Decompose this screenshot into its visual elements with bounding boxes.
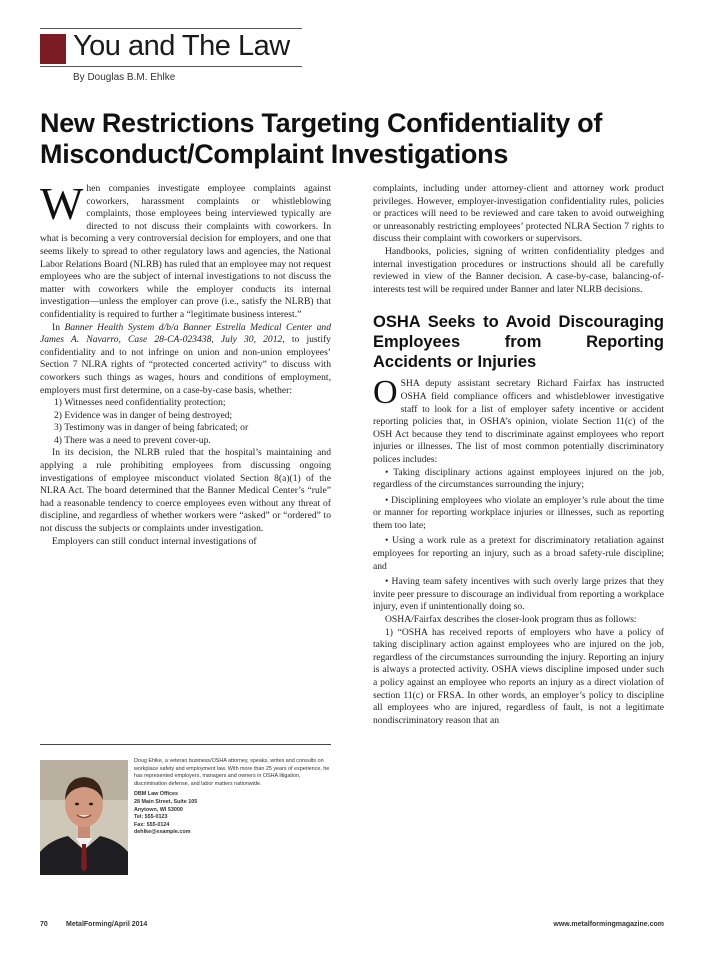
column-title: You and The Law — [73, 30, 290, 62]
case-paragraph-lead: In — [52, 321, 65, 333]
bullet-item: • Taking disciplinary actions against employees injured on the job, regardless of the circumstances surrounding the injury; — [373, 466, 664, 491]
author-bio-text: Doug Ehlke, a veteran business/OSHA attorney, speaks, writes and consults on workplace safety and employment law. With more than 25 years of experience, he has represented employers, managers and owners in OSHA litigation, discrimination defense, and labor matters nationwide. — [134, 758, 330, 787]
bullet-item: • Disciplining employees who violate an employer’s rule about the time or manner for reporting workplace injuries or illnesses, such as reporting them too late; — [373, 494, 664, 531]
byline: By Douglas B.M. Ehlke — [73, 72, 176, 83]
closer-look-paragraph: OSHA/Fairfax describes the closer-look program thus as follows: — [385, 614, 637, 626]
criteria-list — [40, 397, 331, 447]
author-photo — [40, 760, 128, 875]
osha-intro-text: SHA deputy assistant secretary Richard Fairfax has instructed OSHA field compliance officers and whistleblower investigative staff to look for a list of employer safety incentive or accident reporting policies that, in OSHA’s opinion, violate Section 11(c) of the OSH Act because they tend to discriminate against employees who report injuries or illnesses. The list of most common potentially discriminatory polices includes: — [373, 378, 664, 465]
author-box-rule — [40, 744, 331, 745]
author-city: Anytown, WI 53000 — [134, 806, 183, 813]
case-paragraph — [40, 322, 331, 398]
author-email[interactable]: dehlke@example.com — [134, 829, 191, 836]
decision-paragraph: In its decision, the NLRB ruled that the hospital’s maintaining and applying a rule prohibiting employees from discussing ongoing investigations of employee misconduct violated Section 8(a)(1) of the NLRA Act. The board determined that the Banner Medical Center’s “rule” had a reasonable tendency to coerce employees even without any threat of discipline, and regardless of whether workers were “asked” or “ordered” to not discuss the subjects or complaints under investigation. — [40, 447, 331, 535]
list-item: 3) Testimony was in danger of being fabricated; or — [54, 422, 249, 434]
author-phone: Tel: 555-0123 — [134, 814, 168, 821]
author-address: 28 Main Street, Suite 105 — [134, 798, 198, 805]
continued-paragraph: complaints, including under attorney-client and attorney work product privileges. However, employer-investigation confidentiality rules, policies or practices will need to be reviewed and care taken to avoid outweighing or unreasonably restricting employees’ protected NLRA Section 7 rights to discuss their complaint with coworkers or supervisors. — [373, 183, 664, 245]
osha-subhead: OSHA Seeks to Avoid Discouraging Employees from Reporting Accidents or Injuries — [373, 313, 664, 372]
header-rule-bottom — [40, 66, 302, 67]
osha-intro-paragraph — [373, 374, 664, 466]
continuation-paragraph: Employers can still conduct internal investigations of — [52, 535, 257, 547]
column-color-block — [40, 34, 66, 64]
dropcap-w: W — [40, 183, 84, 229]
left-text-column — [40, 183, 331, 735]
author-bio — [134, 758, 334, 837]
magazine-url[interactable]: www.metalformingmagazine.com — [553, 921, 664, 928]
quote-paragraph: 1) “OSHA has received reports of employers who have a policy of taking disciplinary action against employees who are injured on the job, regardless of the circumstances surrounding the injury. Reporting an injury is always a protected activity. OSHA views discipline imposed under such a policy against an employee who reports an injury as a direct violation of section 11(c) or FRSA. In other words, an employer’s policy to discipline all employees who are injured, regardless of fault, is not a legitimate nondiscriminatory reason that an — [373, 626, 664, 726]
bullet-item: • Having team safety incentives with such overly large prizes that they invite peer pressure to discourage an individual from reporting a workplace injury, even if unintentionally doing so. — [373, 576, 664, 613]
list-item: 4) There was a need to prevent cover-up. — [54, 434, 211, 446]
author-contact — [134, 791, 334, 837]
intro-paragraph — [40, 183, 331, 322]
case-paragraph-text: , to justify confidentiality and to not infringe on union and non-union employees’ Section 7 NLRA rights of “protected concerted activity” to discuss with coworkers such things as wages, hours and conditions of employment, employers must first determine, on a case-by-case basis, whether: — [40, 334, 331, 396]
dropcap-o: O — [373, 374, 398, 412]
right-text-column — [373, 183, 664, 913]
author-firm: DBM Law Offices — [134, 791, 179, 798]
intro-paragraph-text: hen companies investigate employee complaints against coworkers, harassment complaints or whistleblowing complaints, those employees being interviewed typically are directed to not discuss their complaints with coworkers. In what is becoming a very controversial decision for employers, and one that seems likely to spread to other regulatory laws and agencies, the National Labor Relations Board (NLRB) has ruled that an employee may not request employees who are the subject of internal investigations to not discuss the matter with coworkers while the employer conducts its internal investigation—unless the employer can prove (i.e., satisfy the NLRB) that confidentiality is required to further a “legitimate business interest.” — [40, 183, 331, 320]
page-number: 70 — [40, 921, 48, 928]
bullet-item: • Using a work rule as a pretext for discriminatory retaliation against employees for reporting an injury, such as a broad safety-rule discipline; and — [373, 535, 664, 572]
list-item: 1) Witnesses need confidentiality protection; — [54, 397, 226, 409]
case-citation: Banner Health System d/b/a Banner Estrella Medical Center and James A. Navarro, Case 28-CA-023438, July 30, 2012 — [40, 321, 331, 346]
header-rule-top — [40, 28, 302, 29]
list-item: 2) Evidence was in danger of being destroyed; — [54, 409, 233, 421]
magazine-issue: MetalForming/April 2014 — [66, 921, 148, 928]
handbooks-paragraph: Handbooks, policies, signing of written confidentiality pledges and internal investigation procedures or instructions should all be carefully reviewed in view of the Banner decision. A case-by-case, balancing-of-interests test will be required under Banner and later NLRB decisions. — [373, 245, 664, 295]
article-headline: New Restrictions Targeting Confidentiality of Misconduct/Complaint Investigations — [40, 108, 603, 169]
author-fax: Fax: 555-0124 — [134, 821, 170, 828]
